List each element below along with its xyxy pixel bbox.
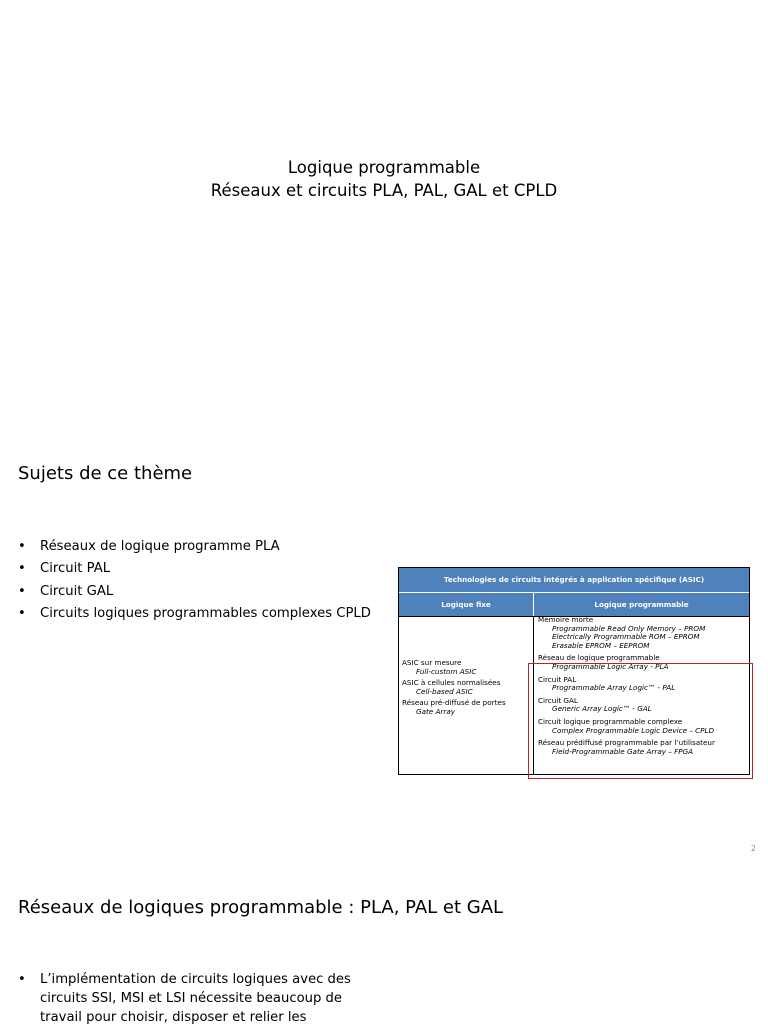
bullet-icon: •: [18, 606, 26, 622]
entry-name: Réseau pré-diffusé de portes: [402, 698, 506, 708]
table-header: Technologies de circuits intégrés à application spécifique (ASIC): [399, 568, 749, 593]
bullet-icon: •: [18, 972, 26, 987]
entry-name: Mémoire morte: [538, 615, 594, 624]
entry-english-name: Electrically Programmable ROM – EPROM: [552, 632, 700, 642]
fixed-logic-cell: [402, 659, 530, 720]
content-list: [18, 970, 363, 1027]
table-entry: [402, 699, 530, 716]
topics-slide: [0, 430, 768, 862]
entry-english-name: Programmable Read Only Memory – PROM: [552, 623, 706, 633]
pla-pal-gal-slide: [0, 862, 768, 1024]
entry-name: Circuit PAL: [538, 674, 577, 684]
title-slide: [0, 0, 768, 430]
entry-english-name: Erasable EPROM – EEPROM: [552, 640, 650, 650]
list-item: [18, 558, 371, 580]
entry-english-name: Cell-based ASIC: [416, 686, 473, 696]
entry-english-name: Field-Programmable Gate Array – FPGA: [552, 746, 694, 756]
list-item: [18, 536, 371, 558]
entry-name: Circuit logique programmable complexe: [538, 716, 683, 726]
entry-name: Réseau de logique programmable: [538, 653, 660, 663]
entry-english-name: Complex Programmable Logic Device – CPLD: [552, 725, 715, 735]
slide-heading: Sujets de ce thème: [18, 463, 193, 484]
entry-name: ASIC sur mesure: [402, 658, 462, 667]
list-item-text: Circuit PAL: [40, 561, 111, 577]
entry-english-name: Full-custom ASIC: [416, 666, 477, 676]
slide-heading: Réseaux de logiques programmable : PLA, PAL et GAL: [18, 897, 504, 918]
entry-english-name: Gate Array: [416, 706, 455, 716]
column-header-programmable-logic: Logique programmable: [534, 593, 749, 616]
entry-english-name: Generic Array Logic™ - GAL: [552, 704, 652, 714]
table-entry: [538, 616, 748, 650]
bullet-icon: •: [18, 583, 26, 599]
list-item-text: Circuit GAL: [40, 583, 114, 599]
list-item: [18, 970, 363, 1027]
list-item-text: Réseaux de logique programme PLA: [40, 539, 280, 554]
entry-english-name: Programmable Array Logic™ - PAL: [552, 683, 676, 693]
list-item: [18, 581, 371, 603]
bullet-icon: •: [18, 561, 26, 577]
list-item-text: Circuits logiques programmables complexes CPLD: [40, 606, 371, 622]
entry-name: Réseau prédiffusé programmable par l’utilisateur: [538, 738, 715, 748]
table-entry: [402, 659, 530, 676]
list-item: [18, 603, 371, 625]
presentation-title: [0, 156, 768, 202]
highlight-box: [528, 663, 753, 779]
page-number: 2: [750, 844, 756, 853]
list-item-text: L’implémentation de circuits logiques avec des circuits SSI, MSI et LSI nécessite beaucoup de travail pour choisir, disposer et relier les: [40, 972, 351, 1025]
title-line-2: Réseaux et circuits PLA, PAL, GAL et CPLD: [210, 181, 558, 200]
title-line-1: Logique programmable: [287, 158, 481, 177]
entry-name: ASIC à cellules normalisées: [402, 678, 501, 688]
entry-english-name: Programmable Logic Array - PLA: [552, 661, 669, 671]
topic-list: [18, 536, 371, 626]
table-entry: [402, 679, 530, 696]
column-header-fixed-logic: Logique fixe: [399, 593, 534, 616]
entry-name: Circuit GAL: [538, 695, 578, 705]
bullet-icon: •: [18, 539, 26, 554]
